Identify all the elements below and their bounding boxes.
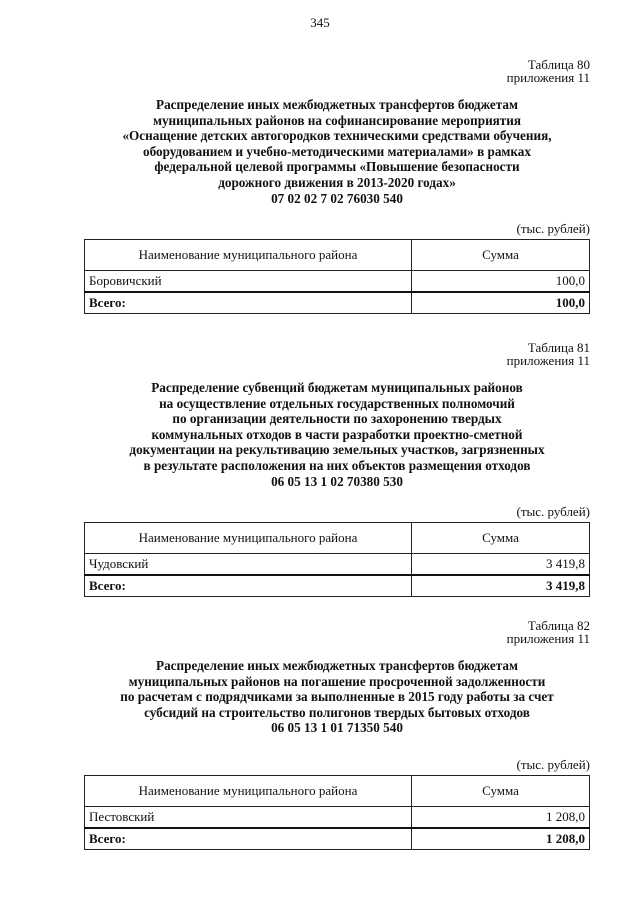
appendix-ref: приложения 11 xyxy=(506,631,590,646)
sum-cell: 3 419,8 xyxy=(412,554,590,576)
appendix-ref: приложения 11 xyxy=(506,70,590,85)
table-number: Таблица 81 xyxy=(527,340,590,355)
table-82-section xyxy=(84,619,590,850)
district-name-cell: Боровичский xyxy=(85,271,412,293)
header-sum-cell: Сумма xyxy=(412,523,590,554)
header-name-cell: Наименование муниципального района xyxy=(85,523,412,554)
total-sum-cell: 100,0 xyxy=(412,292,590,314)
total-row xyxy=(85,575,590,597)
table-row xyxy=(85,271,590,293)
table-title xyxy=(84,380,590,489)
table-number: Таблица 82 xyxy=(527,618,590,633)
header-sum-cell: Сумма xyxy=(412,240,590,271)
title-line: муниципальных районов на софинансирование мероприятия xyxy=(152,112,522,128)
total-row xyxy=(85,828,590,850)
title-line: по организации деятельности по захоронению твердых xyxy=(172,411,502,427)
sum-cell: 100,0 xyxy=(412,271,590,293)
title-line: субсидий на строительство полигонов твердых бытовых отходов xyxy=(144,704,530,720)
data-table xyxy=(84,239,590,314)
title-line: коммунальных отходов в части разработки проектно-сметной xyxy=(151,426,523,442)
title-line: по расчетам с подрядчиками за выполненные в 2015 году работы за счет xyxy=(120,689,554,705)
table-header-row xyxy=(85,523,590,554)
table-title xyxy=(84,658,590,736)
unit-label: (тыс. рублей) xyxy=(516,221,590,237)
title-line: на осуществление отдельных государственных полномочий xyxy=(159,395,515,411)
unit-label: (тыс. рублей) xyxy=(516,756,590,772)
total-label-cell: Всего: xyxy=(85,575,412,597)
sum-cell: 1 208,0 xyxy=(412,806,590,828)
table-81-section xyxy=(84,341,590,597)
budget-code: 06 05 13 1 02 70380 530 xyxy=(271,473,403,489)
table-title xyxy=(84,97,590,206)
table-row xyxy=(85,554,590,576)
header-name-cell: Наименование муниципального района xyxy=(85,775,412,806)
table-header-row xyxy=(85,240,590,271)
district-name-cell: Пестовский xyxy=(85,806,412,828)
total-row xyxy=(85,292,590,314)
header-name-cell: Наименование муниципального района xyxy=(85,240,412,271)
title-line: «Оснащение детских автогородков техническими средствами обучения, xyxy=(122,128,552,144)
table-header-row xyxy=(85,775,590,806)
unit-label: (тыс. рублей) xyxy=(516,504,590,520)
budget-code: 06 05 13 1 01 71350 540 xyxy=(271,720,403,736)
total-sum-cell: 3 419,8 xyxy=(412,575,590,597)
total-sum-cell: 1 208,0 xyxy=(412,828,590,850)
title-line: муниципальных районов на погашение просроченной задолженности xyxy=(128,673,546,689)
title-line: оборудованием и учебно-методическими материалами» в рамках xyxy=(143,143,531,159)
title-line: Распределение иных межбюджетных трансфертов бюджетам xyxy=(156,658,518,673)
title-line: документации на рекультивацию земельных участков, загрязненных xyxy=(129,442,545,458)
table-row xyxy=(85,806,590,828)
data-table xyxy=(84,775,590,850)
table-number: Таблица 80 xyxy=(527,57,590,72)
total-label-cell: Всего: xyxy=(85,828,412,850)
table-80-section xyxy=(84,58,590,314)
appendix-ref: приложения 11 xyxy=(506,353,590,368)
title-line: Распределение субвенций бюджетам муниципальных районов xyxy=(151,380,523,395)
budget-code: 07 02 02 7 02 76030 540 xyxy=(271,190,403,206)
header-sum-cell: Сумма xyxy=(412,775,590,806)
title-line: дорожного движения в 2013-2020 годах» xyxy=(218,174,456,190)
page-number: 345 xyxy=(310,15,330,30)
title-line: Распределение иных межбюджетных трансфертов бюджетам xyxy=(156,97,518,112)
district-name-cell: Чудовский xyxy=(85,554,412,576)
data-table xyxy=(84,522,590,597)
title-line: в результате расположения на них объектов размещения отходов xyxy=(143,457,531,473)
title-line: федеральной целевой программы «Повышение безопасности xyxy=(154,159,520,175)
total-label-cell: Всего: xyxy=(85,292,412,314)
